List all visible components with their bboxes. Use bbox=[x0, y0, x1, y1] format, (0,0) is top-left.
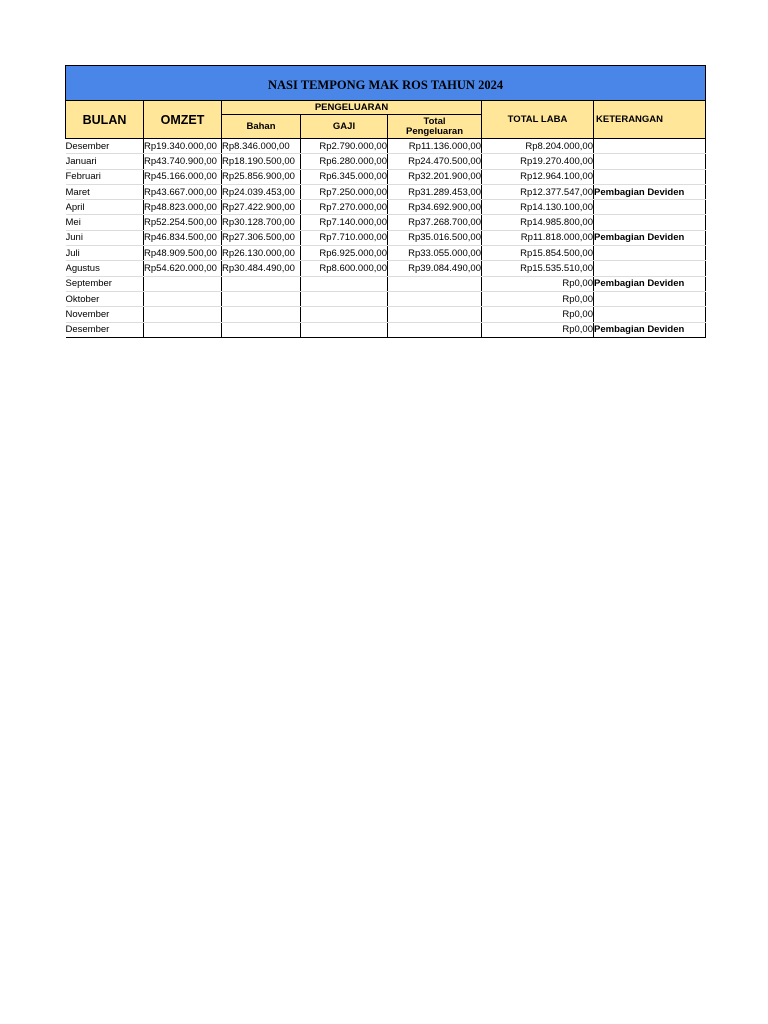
cell-gaji bbox=[301, 291, 388, 306]
cell-total-pengeluaran: Rp37.268.700,00 bbox=[388, 215, 482, 230]
cell-gaji bbox=[301, 307, 388, 322]
cell-total-pengeluaran: Rp39.084.490,00 bbox=[388, 261, 482, 276]
cell-total-laba: Rp11.818.000,00 bbox=[482, 230, 594, 245]
cell-total-pengeluaran: Rp24.470.500,00 bbox=[388, 154, 482, 169]
cell-bulan: Desember bbox=[66, 322, 144, 337]
cell-bahan: Rp27.306.500,00 bbox=[222, 230, 301, 245]
table-row bbox=[66, 139, 706, 154]
cell-total-pengeluaran: Rp33.055.000,00 bbox=[388, 246, 482, 261]
cell-total-laba: Rp0,00 bbox=[482, 291, 594, 306]
table-row bbox=[66, 184, 706, 199]
cell-bahan: Rp25.856.900,00 bbox=[222, 169, 301, 184]
cell-gaji: Rp7.250.000,00 bbox=[301, 184, 388, 199]
header-total-pengeluaran bbox=[388, 115, 482, 139]
sheet-title: NASI TEMPONG MAK ROS TAHUN 2024 bbox=[66, 66, 706, 101]
cell-omzet bbox=[144, 307, 222, 322]
cell-keterangan bbox=[594, 307, 706, 322]
cell-total-laba: Rp8.204.000,00 bbox=[482, 139, 594, 154]
header-total-laba: TOTAL LABA bbox=[482, 101, 594, 139]
table-row bbox=[66, 276, 706, 291]
cell-bahan: Rp24.039.453,00 bbox=[222, 184, 301, 199]
cell-keterangan bbox=[594, 200, 706, 215]
header-omzet: OMZET bbox=[144, 101, 222, 139]
cell-bulan: Agustus bbox=[66, 261, 144, 276]
cell-bahan: Rp30.128.700,00 bbox=[222, 215, 301, 230]
cell-total-pengeluaran: Rp11.136.000,00 bbox=[388, 139, 482, 154]
cell-gaji: Rp7.270.000,00 bbox=[301, 200, 388, 215]
cell-keterangan bbox=[594, 291, 706, 306]
cell-bulan: Juni bbox=[66, 230, 144, 245]
cell-bulan: Maret bbox=[66, 184, 144, 199]
cell-bahan: Rp8.346.000,00 bbox=[222, 139, 301, 154]
cell-omzet: Rp19.340.000,00 bbox=[144, 139, 222, 154]
table-row bbox=[66, 154, 706, 169]
cell-total-laba: Rp0,00 bbox=[482, 322, 594, 337]
cell-total-laba: Rp12.964.100,00 bbox=[482, 169, 594, 184]
table-row bbox=[66, 291, 706, 306]
cell-total-pengeluaran bbox=[388, 276, 482, 291]
table-row bbox=[66, 200, 706, 215]
table-row bbox=[66, 307, 706, 322]
cell-total-laba: Rp15.535.510,00 bbox=[482, 261, 594, 276]
cell-bulan: Juli bbox=[66, 246, 144, 261]
header-gaji: GAJI bbox=[301, 115, 388, 139]
data-rows bbox=[66, 139, 706, 338]
cell-keterangan bbox=[594, 261, 706, 276]
cell-total-pengeluaran: Rp35.016.500,00 bbox=[388, 230, 482, 245]
cell-omzet: Rp54.620.000,00 bbox=[144, 261, 222, 276]
cell-keterangan: Pembagian Deviden bbox=[594, 230, 706, 245]
cell-omzet: Rp43.740.900,00 bbox=[144, 154, 222, 169]
spreadsheet-table bbox=[65, 65, 706, 338]
cell-total-laba: Rp0,00 bbox=[482, 276, 594, 291]
header-keterangan: KETERANGAN bbox=[594, 101, 706, 139]
cell-total-pengeluaran bbox=[388, 291, 482, 306]
header-bahan: Bahan bbox=[222, 115, 301, 139]
cell-total-pengeluaran bbox=[388, 307, 482, 322]
cell-total-laba: Rp15.854.500,00 bbox=[482, 246, 594, 261]
cell-omzet: Rp48.909.500,00 bbox=[144, 246, 222, 261]
cell-bulan: Januari bbox=[66, 154, 144, 169]
cell-gaji: Rp7.710.000,00 bbox=[301, 230, 388, 245]
cell-keterangan bbox=[594, 139, 706, 154]
cell-total-laba: Rp0,00 bbox=[482, 307, 594, 322]
cell-keterangan bbox=[594, 215, 706, 230]
cell-gaji: Rp6.925.000,00 bbox=[301, 246, 388, 261]
cell-bahan bbox=[222, 276, 301, 291]
table-row bbox=[66, 246, 706, 261]
cell-gaji: Rp2.790.000,00 bbox=[301, 139, 388, 154]
cell-bahan: Rp27.422.900,00 bbox=[222, 200, 301, 215]
header-total-pengeluaran-line2: Pengeluaran bbox=[405, 125, 464, 137]
cell-gaji: Rp7.140.000,00 bbox=[301, 215, 388, 230]
cell-total-laba: Rp14.985.800,00 bbox=[482, 215, 594, 230]
cell-omzet: Rp43.667.000,00 bbox=[144, 184, 222, 199]
cell-keterangan: Pembagian Deviden bbox=[594, 276, 706, 291]
cell-keterangan bbox=[594, 154, 706, 169]
cell-keterangan bbox=[594, 246, 706, 261]
cell-total-pengeluaran bbox=[388, 322, 482, 337]
cell-gaji: Rp8.600.000,00 bbox=[301, 261, 388, 276]
cell-omzet: Rp52.254.500,00 bbox=[144, 215, 222, 230]
cell-omzet: Rp48.823.000,00 bbox=[144, 200, 222, 215]
cell-bahan: Rp18.190.500,00 bbox=[222, 154, 301, 169]
cell-bahan: Rp26.130.000,00 bbox=[222, 246, 301, 261]
cell-omzet bbox=[144, 322, 222, 337]
cell-total-pengeluaran: Rp34.692.900,00 bbox=[388, 200, 482, 215]
cell-keterangan: Pembagian Deviden bbox=[594, 322, 706, 337]
cell-keterangan bbox=[594, 169, 706, 184]
cell-gaji: Rp6.345.000,00 bbox=[301, 169, 388, 184]
table-row bbox=[66, 169, 706, 184]
cell-total-pengeluaran: Rp32.201.900,00 bbox=[388, 169, 482, 184]
cell-total-pengeluaran: Rp31.289.453,00 bbox=[388, 184, 482, 199]
cell-keterangan: Pembagian Deviden bbox=[594, 184, 706, 199]
header-bulan: BULAN bbox=[66, 101, 144, 139]
cell-bahan: Rp30.484.490,00 bbox=[222, 261, 301, 276]
cell-gaji bbox=[301, 322, 388, 337]
cell-omzet bbox=[144, 276, 222, 291]
cell-bulan: April bbox=[66, 200, 144, 215]
header-total-pengeluaran-line1: Total bbox=[423, 115, 446, 127]
cell-omzet: Rp45.166.000,00 bbox=[144, 169, 222, 184]
header-pengeluaran: PENGELUARAN bbox=[222, 101, 482, 115]
cell-bulan: Desember bbox=[66, 139, 144, 154]
cell-total-laba: Rp19.270.400,00 bbox=[482, 154, 594, 169]
cell-bulan: Mei bbox=[66, 215, 144, 230]
cell-bulan: September bbox=[66, 276, 144, 291]
cell-bulan: Februari bbox=[66, 169, 144, 184]
cell-bulan: November bbox=[66, 307, 144, 322]
table-row bbox=[66, 215, 706, 230]
cell-total-laba: Rp12.377.547,00 bbox=[482, 184, 594, 199]
cell-bahan bbox=[222, 307, 301, 322]
cell-bahan bbox=[222, 322, 301, 337]
cell-bahan bbox=[222, 291, 301, 306]
cell-bulan: Oktober bbox=[66, 291, 144, 306]
cell-gaji bbox=[301, 276, 388, 291]
table-row bbox=[66, 322, 706, 337]
cell-total-laba: Rp14.130.100,00 bbox=[482, 200, 594, 215]
cell-omzet: Rp46.834.500,00 bbox=[144, 230, 222, 245]
table-row bbox=[66, 261, 706, 276]
table-row bbox=[66, 230, 706, 245]
cell-gaji: Rp6.280.000,00 bbox=[301, 154, 388, 169]
cell-omzet bbox=[144, 291, 222, 306]
